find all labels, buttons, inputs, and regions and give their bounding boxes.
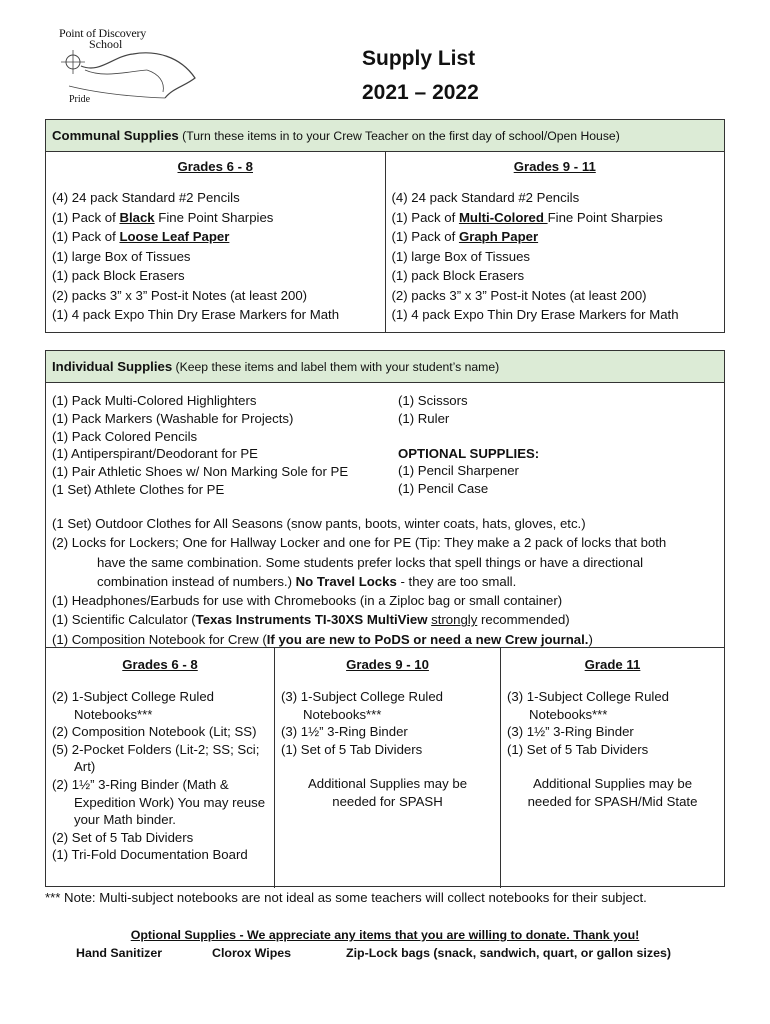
donation-item: Clorox Wipes [212,946,292,960]
optional-supplies-heading: OPTIONAL SUPPLIES: [398,445,540,461]
grade-col-heading: Grades 9 - 10 [346,657,429,672]
individual-right-list [398,392,539,498]
donation-item: Hand Sanitizer [76,946,163,960]
individual-left-list [52,392,348,499]
list-item: (1) large Box of Tissues [52,248,191,264]
list-item: (1) Set of 5 Tab Dividers [281,741,423,757]
additional-supplies-note: Additional Supplies may be needed for SPASH/Mid State [527,776,698,809]
school-name-line1: Point of Discovery [59,26,147,40]
list-item: (1 Set) Outdoor Clothes for All Seasons (snow pants, boots, winter coats, hats, gloves, etc.) [52,516,586,531]
list-item: (2) Composition Notebook (Lit; SS) [52,724,257,740]
list-item: (1) pack Block Erasers [391,268,525,283]
list-item: (1) Composition Notebook for Crew (If you are new to PoDS or need a new Crew journal.) [52,631,593,647]
list-item: (2) packs 3” x 3” Post-it Notes (at least 200) [52,287,308,303]
communal-heading: Communal Supplies [52,128,179,143]
list-item: (5) 2-Pocket Folders (Lit-2; SS; Sci; Art) [52,741,260,775]
grade-column-11 [500,648,724,888]
list-item: (2) 1½” 3-Ring Binder (Math & Expedition Work) You may reuse your Math binder. [52,776,266,828]
individual-header [46,351,724,383]
list-item-continued: combination instead of numbers.) No Travel Locks - they are too small. [97,573,517,589]
list-item: (1) Pack of Multi-Colored Fine Point Sharpies [391,209,663,225]
list-item: (1) pack Block Erasers [52,268,185,283]
individual-supplies-box [45,350,725,887]
list-item: (1) Scientific Calculator (Texas Instruments TI-30XS MultiView strongly recommended) [52,612,570,628]
title-line2: 2021 – 2022 [362,81,479,104]
optional-donation-heading: Optional Supplies - We appreciate any items that you are willing to donate. Thank you! [130,928,640,942]
grade-columns [46,647,724,888]
grade-column-9-10 [274,648,500,888]
list-item: (1) Headphones/Earbuds for use with Chromebooks (in a Ziploc bag or small container) [52,593,563,609]
list-item: (1) Pack Colored Pencils [52,428,198,444]
list-item: (2) 1-Subject College Ruled Notebooks*** [52,689,214,722]
donation-item: Zip-Lock bags (snack, sandwich, quart, or gallon sizes) [346,946,671,960]
individual-note: (Keep these items and label them with your student’s name) [172,360,500,374]
list-item: (1) 4 pack Expo Thin Dry Erase Markers for Math [52,307,340,322]
list-item: (1) Tri-Fold Documentation Board [52,847,248,863]
list-item: (3) 1½” 3-Ring Binder [507,724,634,740]
additional-supplies-note: Additional Supplies may be needed for SPASH [307,776,468,809]
page-title [362,42,479,110]
list-item: (3) 1-Subject College Ruled Notebooks*** [507,689,669,722]
communal-column-grades-9-11 [386,152,725,333]
list-item: (1 Set) Athlete Clothes for PE [52,481,225,497]
list-item: (1) Pack Multi-Colored Highlighters [52,393,257,408]
list-item: (1) 4 pack Expo Thin Dry Erase Markers for Math [391,307,679,322]
individual-heading: Individual Supplies [52,359,173,374]
list-item: (3) 1-Subject College Ruled Notebooks*** [281,689,443,722]
individual-general-list [52,514,717,649]
list-item: (1) Pack of Loose Leaf Paper [52,229,230,244]
list-item: (1) Antiperspirant/Deodorant for PE [52,446,258,462]
list-item: (2) Set of 5 Tab Dividers [52,829,194,845]
school-logo [55,26,205,108]
title-line1: Supply List [362,47,476,70]
list-item: (1) Pack Markers (Washable for Projects) [52,410,294,426]
list-item: (1) Scissors [398,393,468,408]
communal-column-grades-6-8 [46,152,386,333]
list-item: (3) 1½” 3-Ring Binder [281,724,408,740]
list-item: (4) 24 pack Standard #2 Pencils [52,190,240,205]
communal-col1-heading: Grades 6 - 8 [177,159,253,174]
footnote: *** Note: Multi-subject notebooks are not ideal as some teachers will collect notebooks for their subject. [45,890,647,905]
list-item: (1) Pencil Case [398,481,489,497]
list-item: (1) Ruler [398,410,450,426]
list-item: (4) 24 pack Standard #2 Pencils [391,190,580,205]
communal-header [46,120,724,152]
school-motto: Pride [69,94,91,105]
list-item: (1) Pair Athletic Shoes w/ Non Marking Sole for PE [52,464,349,480]
list-item: (2) packs 3” x 3” Post-it Notes (at least 200) [391,287,647,303]
school-name-line2: School [89,37,123,51]
communal-note: (Turn these items in to your Crew Teacher on the first day of school/Open House) [178,129,620,143]
grade-column-6-8 [46,648,274,888]
list-item: (2) Locks for Lockers; One for Hallway Locker and one for PE (Tip: They make a 2 pack of locks that both [52,535,667,551]
communal-supplies-box [45,119,725,333]
grade-col-heading: Grades 6 - 8 [122,657,198,672]
list-item: (1) Pencil Sharpener [398,463,519,479]
list-item: (1) Pack of Black Fine Point Sharpies [52,209,274,225]
list-item-continued: have the same combination. Some students prefer locks that spell things or have a directional [97,554,644,570]
list-item: (1) large Box of Tissues [391,248,531,264]
communal-col2-heading: Grades 9 - 11 [513,159,596,174]
list-item: (1) Pack of Graph Paper [391,229,539,244]
grade-col-heading: Grade 11 [584,657,641,672]
list-item: (1) Set of 5 Tab Dividers [507,741,649,757]
